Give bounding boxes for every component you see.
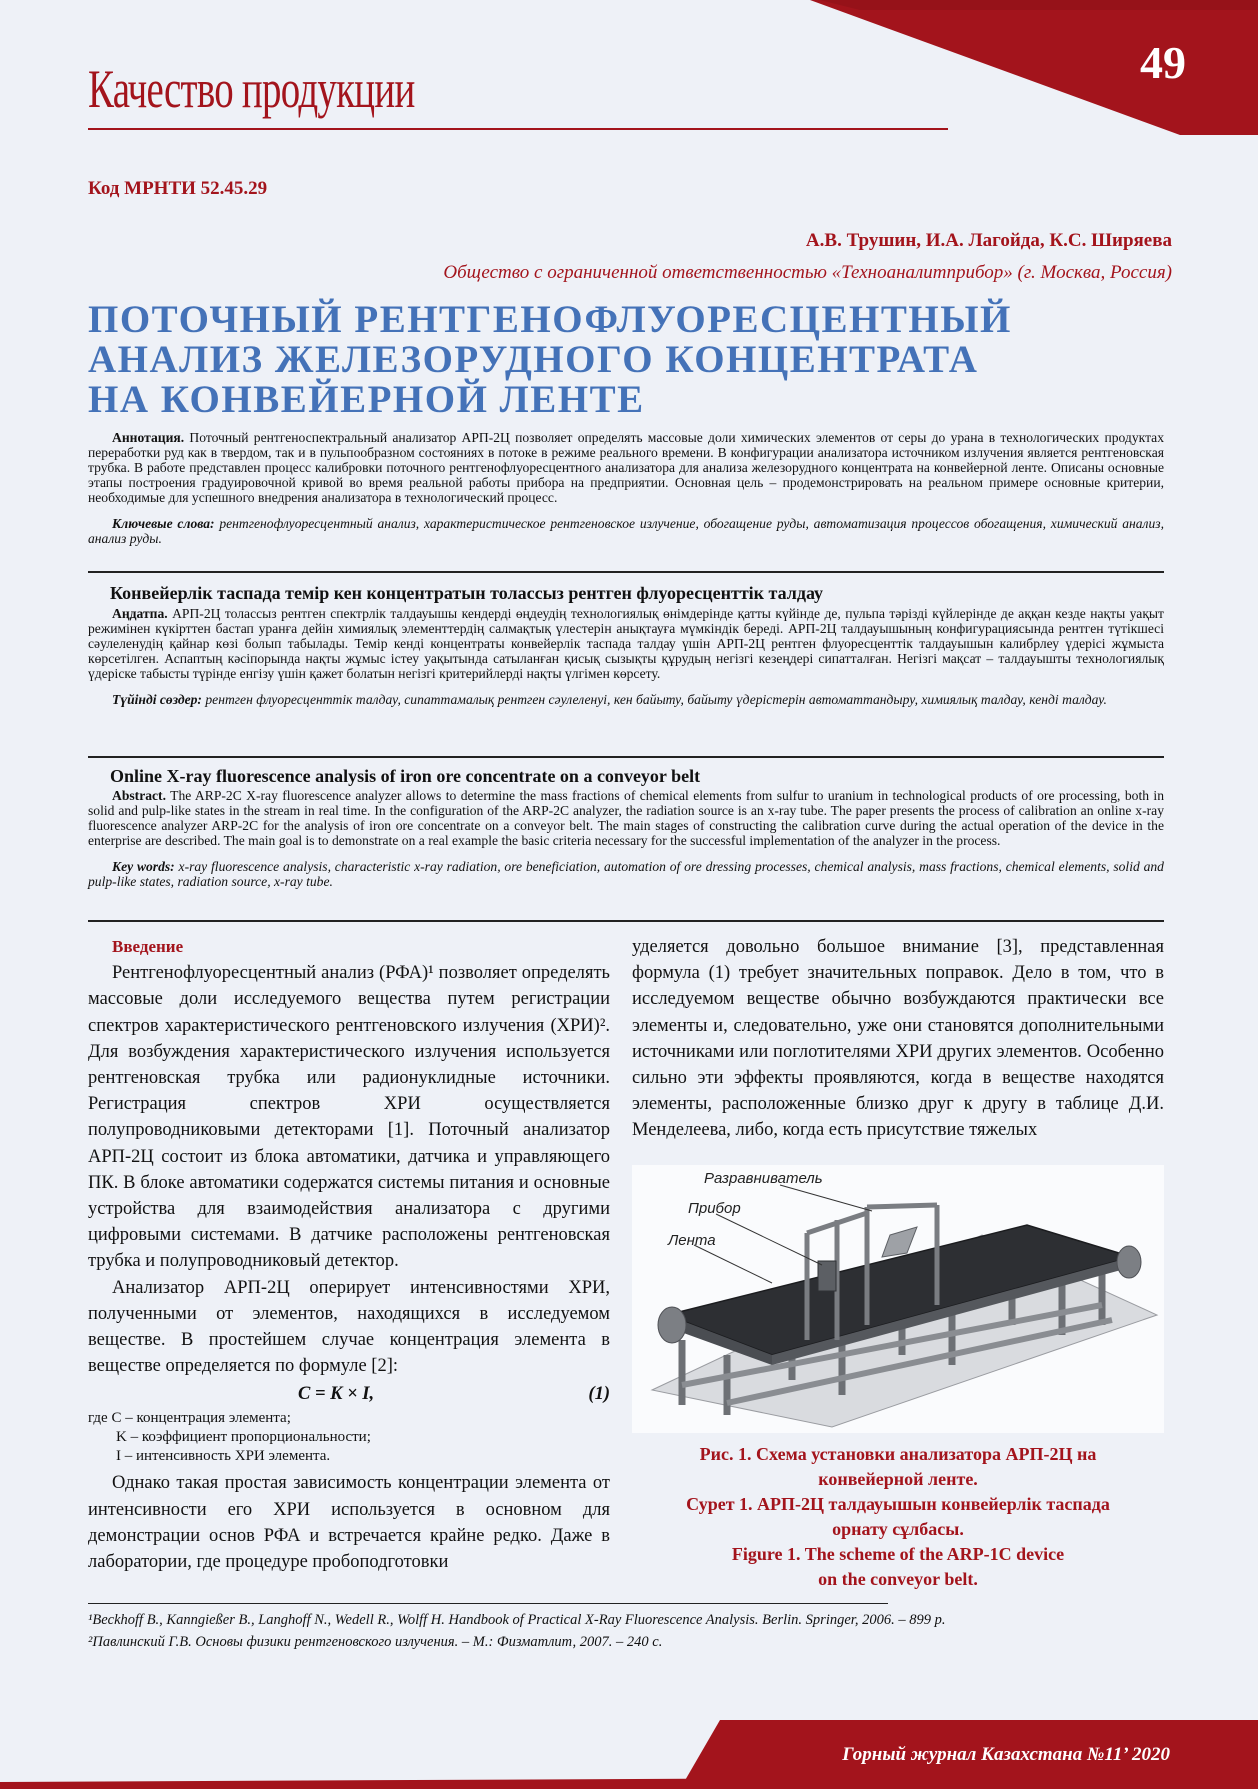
footnote-rule — [88, 1603, 888, 1604]
classification-code: Код МРНТИ 52.45.29 — [88, 178, 268, 199]
formula — [88, 1379, 610, 1409]
caption-line: орнату сұлбасы. — [832, 1519, 964, 1539]
body-right-column — [632, 934, 1164, 1144]
intro-heading: Введение — [112, 937, 184, 956]
kz-abstract-text: АРП-2Ц толассыз рентген спектрлік талдауышы кендерді өңдеудің технологиялық өнімдерінде қатты күйінде де, пульпа тәрізді күйлерінде де аққан кезде нақты уақыт режимінен күкірттен бастап уранға дейін химиялық элементтердің салмақтық үлестерін анықтауға мүмкіндік береді. АРП-2Ц талдауышының конфигурациясында рентген түтікшесі сәулеленудің қайнар көзі болып табылады. Темір кенді концентраты конвейерлік таспада талдау үшін АРП-2Ц рентген флуоресценттік талдауышын калибрлеу үдерісі жұмыста көрсетілген. Аспаптың кәсіпорында нақты жұмыс істеу уақытында сатыланған қисық сызықты құрудың негізгі кезеңдері сипатталған. Негізгі мақсат – талдауышты технологиялық үдеріске табысты түрінде енгізу үшін қажет болатын негізгі критерийлерді нақты үлгімен көрсету. — [88, 606, 1164, 681]
caption-line: конвейерной ленте. — [818, 1469, 978, 1489]
section-divider — [88, 756, 1164, 758]
header-rule — [88, 128, 948, 130]
body-paragraph: Анализатор АРП-2Ц оперирует интенсивностями ХРИ, полученными от элементов, находящихся в исследуемом веществе. В простейшем случае концентрация элемента в веществе определяется по формуле [2]: — [88, 1277, 610, 1377]
caption-line: Сурет 1. АРП-2Ц талдауышын конвейерлік таспада — [686, 1494, 1110, 1514]
body-left-column — [88, 934, 610, 1575]
en-abstract-text: The ARP-2C X-ray fluorescence analyzer allows to determine the mass fractions of chemical elements from sulfur to uranium in technological products of ore processing, both in solid and pulp-like states in the stream in real time. In the configuration of the ARP-2C analyzer, the radiation source is an x-ray tube. The paper presents the process of calibration an online x-ray fluorescence analyzer ARP-2C for the analysis of iron ore concentrate on a conveyor belt. The main stages of constructing the calibration curve during the actual operation of the device in the enterprise are described. The main goal is to demonstrate on a real example the basic criteria necessary for the successful implementation of the analyzer in the process. — [88, 788, 1164, 848]
body-paragraph: Однако такая простая зависимость концентрации элемента от интенсивности его ХРИ используется в основном для демонстрации основ РФА и встречается крайне редко. Даже в лаборатории, где процедуре пробоподготовки — [88, 1473, 610, 1573]
en-title: Online X-ray fluorescence analysis of iron ore concentrate on a conveyor belt — [110, 766, 701, 786]
formula-number: (1) — [588, 1384, 610, 1405]
article-title — [88, 300, 1178, 420]
ru-abstract-text: Поточный рентгеноспектральный анализатор АРП-2Ц позволяет определять массовые доли химических элементов от серы до урана в технологических продуктах переработки руд как в твердом, так и в пульпообразном состояниях в потоке в режиме реального времени. В конфигурации анализатора источником излучения является рентгеновская трубка. В работе представлен процесс калибровки поточного рентгенофлуоресцентного анализатора для анализа железорудного концентрата на конвейерной ленте. Описаны основные этапы построения градуировочной кривой во время реальной работы прибора на предприятии. Основная цель – продемонстрировать на реальном примере основные критерии, необходимые для успешного внедрения анализатора в технологический процесс. — [88, 430, 1164, 505]
formula-legend-line: K – коэффициент пропорциональности; — [116, 1429, 371, 1446]
ru-keywords-text: рентгенофлуоресцентный анализ, характеристическое рентгеновское излучение, обогащение руды, автоматизация процессов обогащения, химический анализ, анализ руды. — [88, 516, 1164, 546]
page-number: 49 — [1140, 37, 1186, 88]
article-title-line: АНАЛИЗ ЖЕЛЕЗОРУДНОГО КОНЦЕНТРАТА — [88, 338, 979, 381]
figure-label-leveler: Разравниватель — [704, 1170, 823, 1187]
en-abstract-label: Abstract. — [112, 788, 166, 803]
formula-legend-line: где C – концентрация элемента; — [88, 1410, 291, 1427]
article-title-line: ПОТОЧНЫЙ РЕНТГЕНОФЛУОРЕСЦЕНТНЫЙ — [88, 298, 1012, 341]
article-title-line: НА КОНВЕЙЕРНОЙ ЛЕНТЕ — [88, 378, 645, 421]
figure-conveyor-scheme — [632, 1165, 1164, 1433]
en-abstract — [88, 788, 1164, 889]
figure-caption — [632, 1442, 1164, 1592]
section-divider — [88, 571, 1164, 573]
en-keywords-label: Key words: — [112, 859, 175, 874]
formula-expression: C = K × I, — [298, 1384, 375, 1405]
figure-label-device: Прибор — [688, 1200, 741, 1217]
kz-title: Конвейерлік таспада темір кен концентратын толассыз рентген флуоресценттік талдау — [110, 583, 824, 603]
en-keywords-text: x-ray fluorescence analysis, characteristic x-ray radiation, ore beneficiation, automation of ore dressing processes, chemical analysis, mass fractions, chemical elements, solid and pulp-like states, radiation source, x-ray tube. — [88, 859, 1164, 889]
section-divider — [88, 920, 1164, 922]
kz-keywords-text: рентген флуоресценттік талдау, сипаттамалық рентген сәулеленуі, кен байыту, байыту үдерістерін автоматтандыру, химиялық талдау, кенді талдау. — [201, 692, 1107, 707]
ru-abstract-label: Аннотация. — [112, 430, 185, 445]
affiliation: Общество с ограниченной ответственностью «Техноаналитприбор» (г. Москва, Россия) — [443, 262, 1172, 283]
caption-line: Рис. 1. Схема установки анализатора АРП-2Ц на — [699, 1444, 1097, 1464]
kz-abstract — [88, 606, 1164, 707]
formula-legend-line: I – интенсивность ХРИ элемента. — [116, 1448, 331, 1465]
body-paragraph: Рентгенофлуоресцентный анализ (РФА)¹ позволяет определять массовые доли исследуемого вещества путем регистрации спектров характеристического рентгеновского излучения (ХРИ)². Для возбуждения характеристического излучения используется рентгеновская трубка или радионуклидные источники. Регистрация спектров ХРИ осуществляется полупроводниковыми детекторами [1]. Поточный анализатор АРП-2Ц состоит из блока автоматики, датчика и управляющего ПК. В блоке автоматики содержатся системы питания и основные устройства для взаимодействия анализатора с другими цифровыми системами. В датчике расположены рентгеновская трубка и полупроводниковый детектор. — [88, 963, 610, 1272]
journal-footer: Горный журнал Казахстана №11’ 2020 — [842, 1744, 1170, 1765]
caption-line: on the conveyor belt. — [818, 1569, 978, 1589]
figure-label-belt: Лента — [668, 1232, 716, 1249]
kz-abstract-label: Аңдатпа. — [112, 606, 168, 621]
formula-legend — [88, 1409, 610, 1466]
kz-keywords-label: Түйінді сөздер: — [112, 692, 202, 707]
footnote: ¹Beckhoff B., Kanngießer B., Langhoff N., Wedell R., Wolff H. Handbook of Practical X-Ray Fluorescence Analysis. Berlin. Springer, 2006. – 899 p. — [88, 1612, 946, 1628]
ru-abstract — [88, 430, 1164, 546]
footnote: ²Павлинский Г.В. Основы физики рентгеновского излучения. – М.: Физматлит, 2007. – 240 с. — [88, 1634, 663, 1650]
ru-keywords-label: Ключевые слова: — [112, 516, 215, 531]
conveyor-illustration — [632, 1165, 1164, 1433]
caption-line: Figure 1. The scheme of the ARP-1C device — [731, 1544, 1065, 1564]
section-title: Качество продукции — [88, 59, 415, 119]
body-paragraph: уделяется довольно большое внимание [3], представленная формула (1) требует значительных поправок. Дело в том, что в исследуемом веществе обычно возбуждаются практически все элементы и, следовательно, уже они становятся дополнительными источниками или поглотителями ХРИ других элементов. Особенно сильно эти эффекты проявляются, когда в веществе находятся элементы, расположенные близко друг к другу в таблице Д.И. Менделеева, либо, когда есть присутствие тяжелых — [632, 937, 1164, 1141]
authors: А.В. Трушин, И.А. Лагойда, К.С. Ширяева — [805, 230, 1172, 251]
